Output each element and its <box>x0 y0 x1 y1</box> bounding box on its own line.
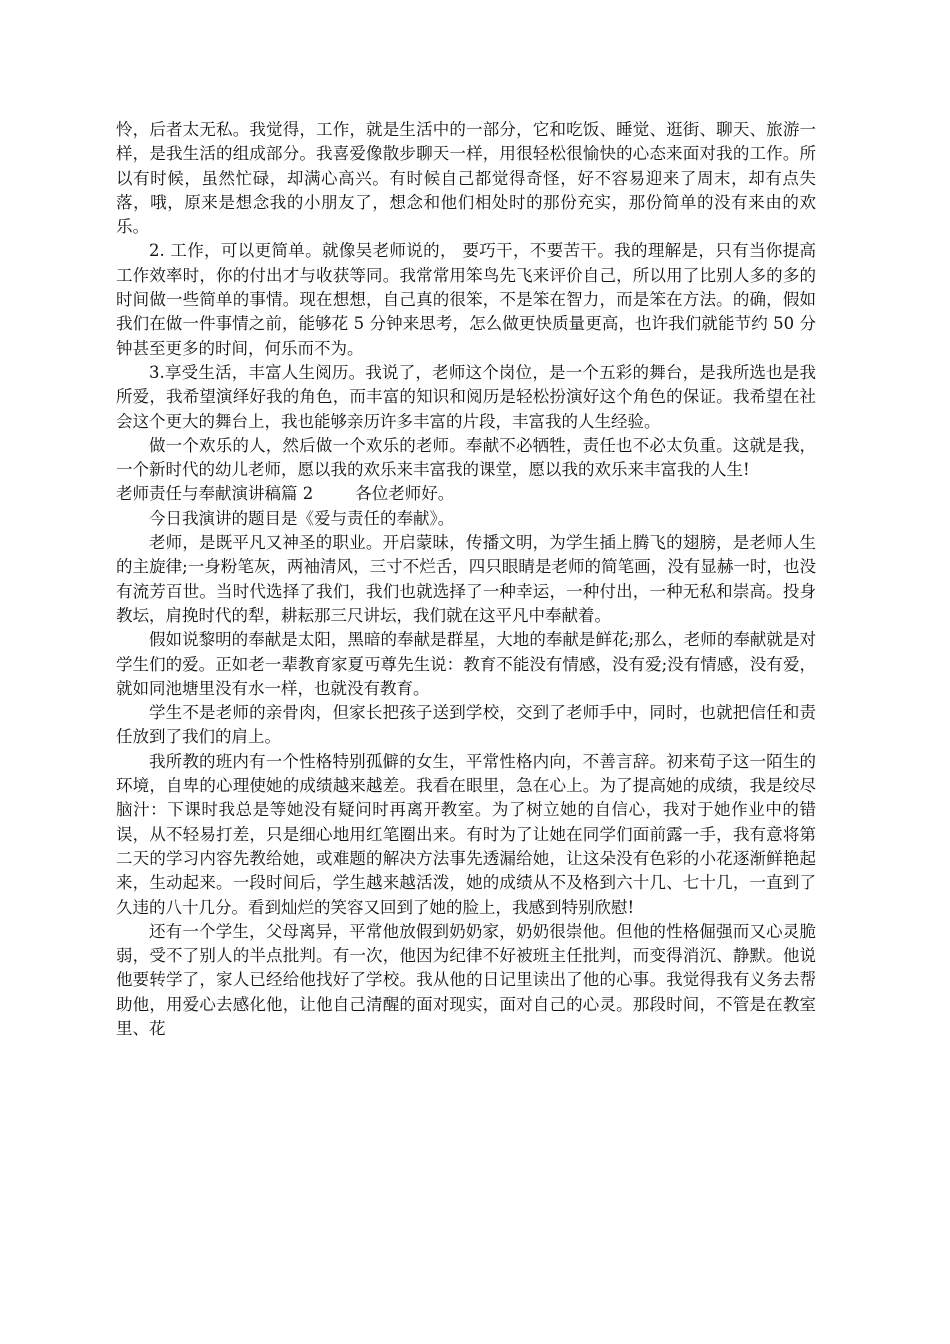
paragraph-7: 老师，是既平凡又神圣的职业。开启蒙昧，传播文明，为学生插上腾飞的翅膀，是老师人生的主旋律;一身粉笔灰，两袖清风，三寸不烂舌，四只眼睛是老师的简笔画，没有显赫一时，也没有流芳百世。当时代选择了我们，我们也就选择了一种幸运，一种付出，一种无私和崇高。投身教坛，肩挽时代的犁，耕耘那三尺讲坛，我们就在这平凡中奉献着。 <box>116 533 816 625</box>
paragraph-1: 怜，后者太无私。我觉得，工作，就是生活中的一部分，它和吃饭、睡觉、逛街、聊天、旅游一样，是我生活的组成部分。我喜爱像散步聊天一样，用很轻松很愉快的心态来面对我的工作。所以有时候，虽然忙碌，却满心高兴。有时候自己都觉得奇怪，好不容易迎来了周末，却有点失落，哦，原来是想念我的小朋友了，想念和他们相处时的那份充实，那份简单的没有来由的欢乐。 <box>116 120 816 237</box>
paragraph-6: 今日我演讲的题目是《爱与责任的奉献》。 <box>149 508 455 528</box>
section-heading: 老师责任与奉献演讲稿篇 2 各位老师好。 <box>116 484 455 504</box>
paragraph-3: 3.享受生活，丰富人生阅历。我说了，老师这个岗位，是一个五彩的舞台，是我所选也是我所爱，我希望演绎好我的角色，而丰富的知识和阅历是轻松扮演好这个角色的保证。我希望在社会这个更大的舞台上，我也能够亲历许多丰富的片段，丰富我的人生经验。 <box>116 362 816 431</box>
paragraph-9: 学生不是老师的亲骨肉，但家长把孩子送到学校，交到了老师手中，同时，也就把信任和责任放到了我们的肩上。 <box>116 703 816 747</box>
paragraph-11: 还有一个学生，父母离异，平常他放假到奶奶家，奶奶很崇他。但他的性格倔强而又心灵脆弱，受不了别人的半点批判。有一次，他因为纪律不好被班主任批判，而变得消沉、静默。他说他要转学了，家人已经给他找好了学校。我从他的日记里读出了他的心事。我觉得我有义务去帮助他，用爱心去感化他，让他自己清醒的面对现实，面对自己的心灵。那段时间，不管是在教室里、花 <box>116 921 816 1038</box>
paragraph-4: 做一个欢乐的人，然后做一个欢乐的老师。奉献不必牺牲，责任也不必太负重。这就是我，一个新时代的幼儿老师，愿以我的欢乐来丰富我的课堂，愿以我的欢乐来丰富我的人生! <box>116 435 816 480</box>
document-page <box>116 118 816 1041</box>
paragraph-8: 假如说黎明的奉献是太阳，黑暗的奉献是群星，大地的奉献是鲜花;那么，老师的奉献就是对学生们的爱。正如老一辈教育家夏丏尊先生说：教育不能没有情感，没有爱;没有情感，没有爱，就如同池塘里没有水一样，也就没有教育。 <box>116 630 816 698</box>
paragraph-2: 2. 工作，可以更简单。就像吴老师说的， 要巧干，不要苦干。我的理解是，只有当你提高工作效率时，你的付出才与收获等同。我常常用笨鸟先飞来评价自己，所以用了比别人多的多的时间做一些简单的事情。现在想想，自己真的很笨，不是笨在智力，而是笨在方法。的确，假如我们在做一件事情之前，能够花 5 分钟来思考，怎么做更快质量更高，也许我们就能节约 50 分钟甚至更多的时间，何乐而不为。 <box>116 241 816 358</box>
paragraph-10: 我所教的班内有一个性格特别孤僻的女生，平常性格内向，不善言辞。初来荀子这一陌生的环境，自卑的心理使她的成绩越来越差。我看在眼里，急在心上。为了提高她的成绩，我是绞尽脑汁：下课时我总是等她没有疑问时再离开教室。为了树立她的自信心，我对于她作业中的错误，从不轻易打差，只是细心地用红笔圈出来。有时为了让她在同学们面前露一手，我有意将第二天的学习内容先教给她，或难题的解决方法事先透漏给她，让这朵没有色彩的小花逐渐鲜艳起来，生动起来。一段时间后，学生越来越活泼，她的成绩从不及格到六十几、七十几，一直到了久违的八十几分。看到灿烂的笑容又回到了她的脸上，我感到特别欣慰! <box>116 751 816 917</box>
